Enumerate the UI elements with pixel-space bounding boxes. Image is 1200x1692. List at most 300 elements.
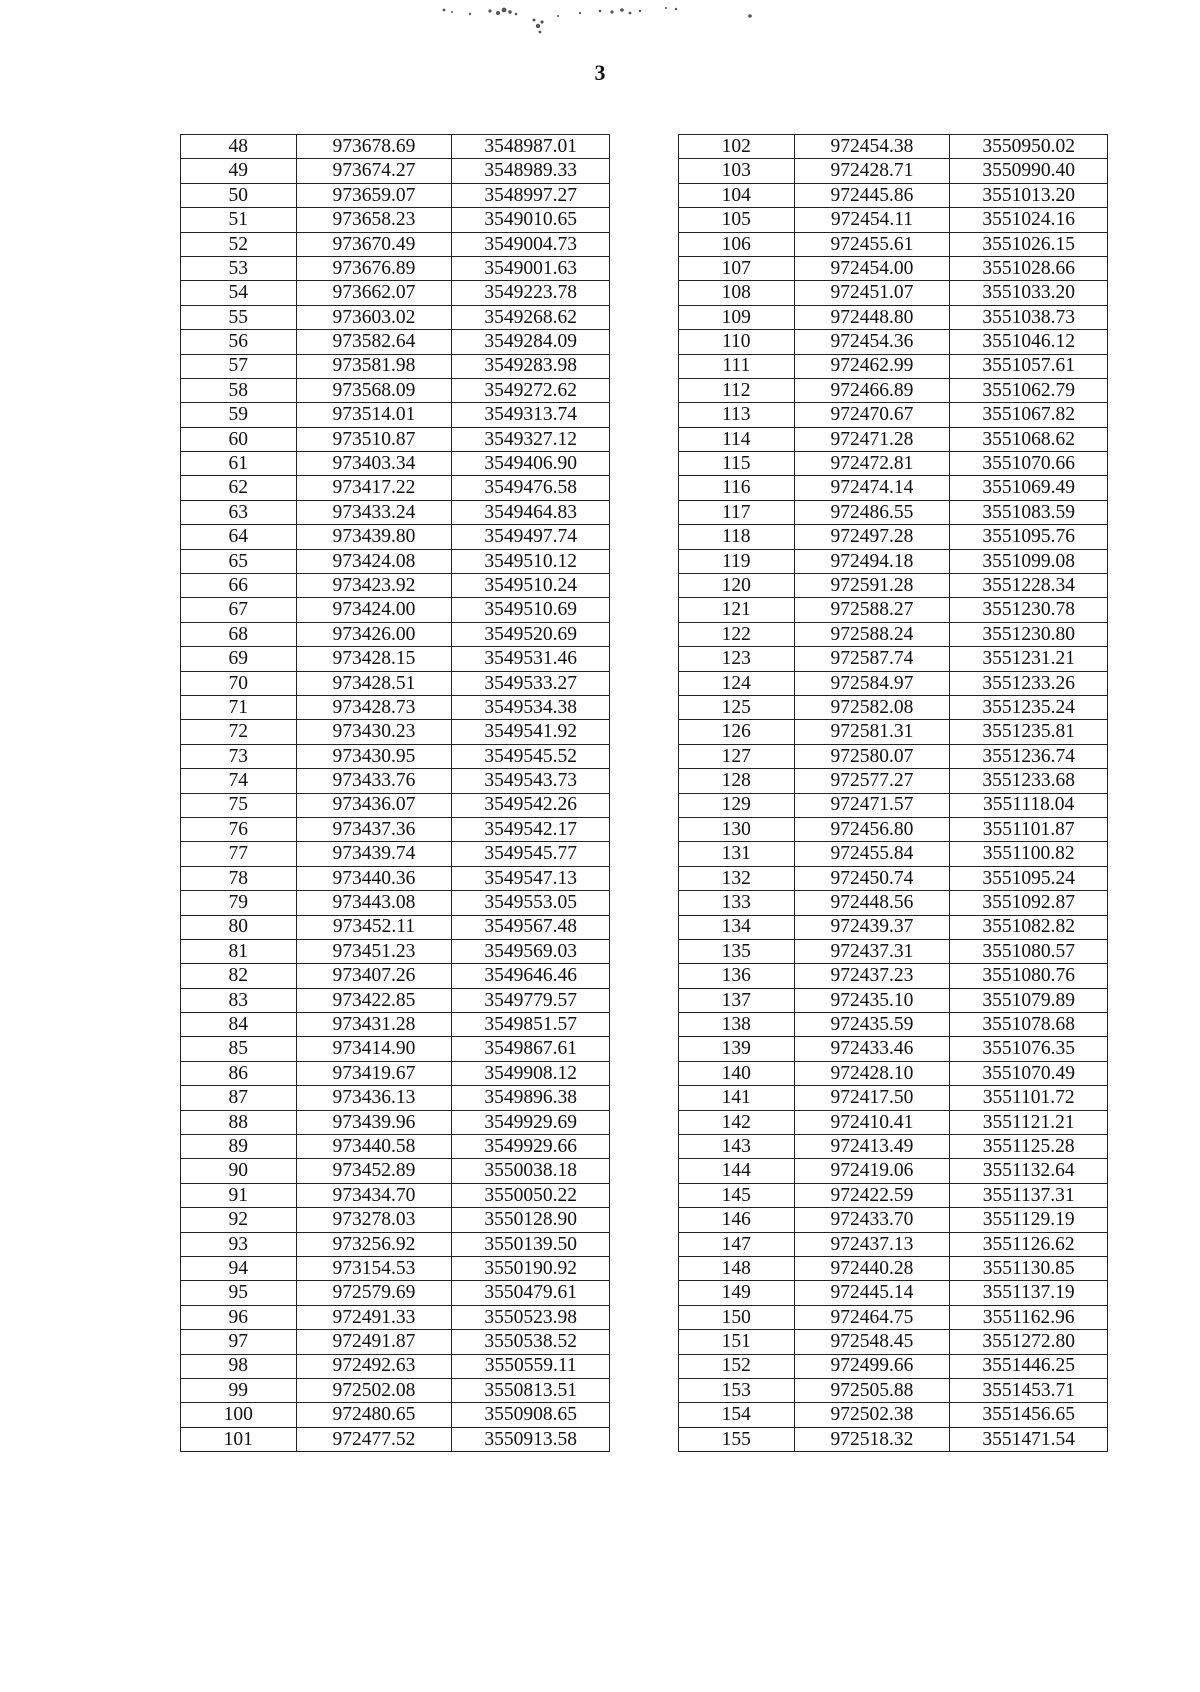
table-row (181, 1354, 610, 1378)
x-coordinate-cell: 972584.97 (794, 671, 950, 695)
point-number-cell: 92 (181, 1208, 297, 1232)
table-row (679, 1208, 1108, 1232)
table-row (679, 939, 1108, 963)
point-number-cell: 83 (181, 988, 297, 1012)
point-number-cell: 118 (679, 525, 795, 549)
y-coordinate-cell: 3551080.76 (950, 964, 1108, 988)
y-coordinate-cell: 3549520.69 (452, 622, 610, 646)
point-number-cell: 143 (679, 1135, 795, 1159)
point-number-cell: 126 (679, 720, 795, 744)
y-coordinate-cell: 3549223.78 (452, 281, 610, 305)
y-coordinate-cell: 3549541.92 (452, 720, 610, 744)
point-number-cell: 121 (679, 598, 795, 622)
point-number-cell: 105 (679, 208, 795, 232)
table-row (181, 817, 610, 841)
table-row (181, 476, 610, 500)
x-coordinate-cell: 972466.89 (794, 378, 950, 402)
point-number-cell: 69 (181, 647, 297, 671)
x-coordinate-cell: 973670.49 (296, 232, 452, 256)
point-number-cell: 66 (181, 574, 297, 598)
table-row (679, 1061, 1108, 1085)
table-row (181, 1305, 610, 1329)
table-row (679, 574, 1108, 598)
y-coordinate-cell: 3551162.96 (950, 1305, 1108, 1329)
y-coordinate-cell: 3551100.82 (950, 842, 1108, 866)
x-coordinate-cell: 973417.22 (296, 476, 452, 500)
coordinates-table-left-body (181, 135, 610, 1452)
point-number-cell: 103 (679, 159, 795, 183)
table-row (181, 891, 610, 915)
y-coordinate-cell: 3549545.52 (452, 744, 610, 768)
x-coordinate-cell: 972437.13 (794, 1232, 950, 1256)
x-coordinate-cell: 972580.07 (794, 744, 950, 768)
y-coordinate-cell: 3551132.64 (950, 1159, 1108, 1183)
table-row (679, 793, 1108, 817)
point-number-cell: 150 (679, 1305, 795, 1329)
x-coordinate-cell: 972591.28 (794, 574, 950, 598)
y-coordinate-cell: 3551235.81 (950, 720, 1108, 744)
x-coordinate-cell: 973452.89 (296, 1159, 452, 1183)
y-coordinate-cell: 3549497.74 (452, 525, 610, 549)
table-row (679, 1281, 1108, 1305)
point-number-cell: 134 (679, 915, 795, 939)
table-row (679, 866, 1108, 890)
table-row (181, 1427, 610, 1451)
point-number-cell: 127 (679, 744, 795, 768)
table-row (679, 354, 1108, 378)
point-number-cell: 136 (679, 964, 795, 988)
x-coordinate-cell: 972455.61 (794, 232, 950, 256)
table-row (181, 1330, 610, 1354)
y-coordinate-cell: 3551067.82 (950, 403, 1108, 427)
x-coordinate-cell: 972471.57 (794, 793, 950, 817)
point-number-cell: 154 (679, 1403, 795, 1427)
table-row (181, 866, 610, 890)
point-number-cell: 63 (181, 500, 297, 524)
table-row (181, 354, 610, 378)
y-coordinate-cell: 3551095.76 (950, 525, 1108, 549)
table-row (181, 378, 610, 402)
table-row (181, 1378, 610, 1402)
x-coordinate-cell: 973452.11 (296, 915, 452, 939)
x-coordinate-cell: 973431.28 (296, 1013, 452, 1037)
y-coordinate-cell: 3551126.62 (950, 1232, 1108, 1256)
x-coordinate-cell: 973278.03 (296, 1208, 452, 1232)
point-number-cell: 85 (181, 1037, 297, 1061)
x-coordinate-cell: 972502.08 (296, 1378, 452, 1402)
table-row (679, 1305, 1108, 1329)
point-number-cell: 125 (679, 695, 795, 719)
x-coordinate-cell: 973603.02 (296, 305, 452, 329)
y-coordinate-cell: 3549534.38 (452, 695, 610, 719)
x-coordinate-cell: 972472.81 (794, 452, 950, 476)
point-number-cell: 114 (679, 427, 795, 451)
x-coordinate-cell: 972433.46 (794, 1037, 950, 1061)
y-coordinate-cell: 3549284.09 (452, 330, 610, 354)
table-row (679, 1013, 1108, 1037)
x-coordinate-cell: 972491.87 (296, 1330, 452, 1354)
y-coordinate-cell: 3551125.28 (950, 1135, 1108, 1159)
x-coordinate-cell: 972548.45 (794, 1330, 950, 1354)
y-coordinate-cell: 3550190.92 (452, 1256, 610, 1280)
x-coordinate-cell: 972455.84 (794, 842, 950, 866)
table-row (181, 1256, 610, 1280)
y-coordinate-cell: 3549510.69 (452, 598, 610, 622)
y-coordinate-cell: 3551446.25 (950, 1354, 1108, 1378)
x-coordinate-cell: 972491.33 (296, 1305, 452, 1329)
table-row (679, 135, 1108, 159)
table-row (679, 1159, 1108, 1183)
x-coordinate-cell: 972437.23 (794, 964, 950, 988)
point-number-cell: 98 (181, 1354, 297, 1378)
y-coordinate-cell: 3551062.79 (950, 378, 1108, 402)
y-coordinate-cell: 3551228.34 (950, 574, 1108, 598)
x-coordinate-cell: 972505.88 (794, 1378, 950, 1402)
point-number-cell: 56 (181, 330, 297, 354)
y-coordinate-cell: 3549646.46 (452, 964, 610, 988)
x-coordinate-cell: 972454.36 (794, 330, 950, 354)
table-row (181, 647, 610, 671)
point-number-cell: 122 (679, 622, 795, 646)
table-row (679, 1330, 1108, 1354)
y-coordinate-cell: 3549010.65 (452, 208, 610, 232)
table-row (679, 281, 1108, 305)
x-coordinate-cell: 972419.06 (794, 1159, 950, 1183)
y-coordinate-cell: 3549327.12 (452, 427, 610, 451)
y-coordinate-cell: 3549543.73 (452, 769, 610, 793)
y-coordinate-cell: 3550908.65 (452, 1403, 610, 1427)
point-number-cell: 86 (181, 1061, 297, 1085)
y-coordinate-cell: 3551101.87 (950, 817, 1108, 841)
y-coordinate-cell: 3549313.74 (452, 403, 610, 427)
table-row (181, 769, 610, 793)
table-row (181, 1281, 610, 1305)
x-coordinate-cell: 972492.63 (296, 1354, 452, 1378)
table-row (181, 1232, 610, 1256)
point-number-cell: 108 (679, 281, 795, 305)
y-coordinate-cell: 3549476.58 (452, 476, 610, 500)
point-number-cell: 82 (181, 964, 297, 988)
point-number-cell: 81 (181, 939, 297, 963)
y-coordinate-cell: 3549510.12 (452, 549, 610, 573)
table-row (679, 891, 1108, 915)
y-coordinate-cell: 3549542.17 (452, 817, 610, 841)
point-number-cell: 87 (181, 1086, 297, 1110)
x-coordinate-cell: 973419.67 (296, 1061, 452, 1085)
point-number-cell: 140 (679, 1061, 795, 1085)
x-coordinate-cell: 973423.92 (296, 574, 452, 598)
table-row (679, 647, 1108, 671)
table-row (679, 695, 1108, 719)
table-row (679, 476, 1108, 500)
y-coordinate-cell: 3550128.90 (452, 1208, 610, 1232)
x-coordinate-cell: 973678.69 (296, 135, 452, 159)
table-row (679, 159, 1108, 183)
y-coordinate-cell: 3551101.72 (950, 1086, 1108, 1110)
table-row (181, 1013, 610, 1037)
y-coordinate-cell: 3549553.05 (452, 891, 610, 915)
y-coordinate-cell: 3551230.78 (950, 598, 1108, 622)
table-row (181, 183, 610, 207)
table-row (679, 1183, 1108, 1207)
y-coordinate-cell: 3550813.51 (452, 1378, 610, 1402)
table-row (181, 939, 610, 963)
table-row (181, 1183, 610, 1207)
y-coordinate-cell: 3551078.68 (950, 1013, 1108, 1037)
point-number-cell: 50 (181, 183, 297, 207)
x-coordinate-cell: 972435.10 (794, 988, 950, 1012)
x-coordinate-cell: 972440.28 (794, 1256, 950, 1280)
x-coordinate-cell: 972450.74 (794, 866, 950, 890)
y-coordinate-cell: 3551080.57 (950, 939, 1108, 963)
point-number-cell: 100 (181, 1403, 297, 1427)
table-row (181, 744, 610, 768)
y-coordinate-cell: 3551082.82 (950, 915, 1108, 939)
point-number-cell: 76 (181, 817, 297, 841)
y-coordinate-cell: 3549510.24 (452, 574, 610, 598)
y-coordinate-cell: 3551471.54 (950, 1427, 1108, 1451)
table-row (679, 452, 1108, 476)
x-coordinate-cell: 973424.08 (296, 549, 452, 573)
table-row (181, 793, 610, 817)
point-number-cell: 99 (181, 1378, 297, 1402)
y-coordinate-cell: 3549268.62 (452, 305, 610, 329)
table-row (181, 915, 610, 939)
y-coordinate-cell: 3549929.69 (452, 1110, 610, 1134)
x-coordinate-cell: 973451.23 (296, 939, 452, 963)
point-number-cell: 113 (679, 403, 795, 427)
x-coordinate-cell: 972587.74 (794, 647, 950, 671)
y-coordinate-cell: 3548987.01 (452, 135, 610, 159)
y-coordinate-cell: 3551076.35 (950, 1037, 1108, 1061)
page-number: 3 (594, 60, 606, 85)
y-coordinate-cell: 3551099.08 (950, 549, 1108, 573)
table-row (679, 817, 1108, 841)
table-row (679, 305, 1108, 329)
y-coordinate-cell: 3550559.11 (452, 1354, 610, 1378)
point-number-cell: 57 (181, 354, 297, 378)
x-coordinate-cell: 972448.56 (794, 891, 950, 915)
x-coordinate-cell: 973439.80 (296, 525, 452, 549)
point-number-cell: 123 (679, 647, 795, 671)
y-coordinate-cell: 3550913.58 (452, 1427, 610, 1451)
table-row (679, 1110, 1108, 1134)
table-row (181, 720, 610, 744)
y-coordinate-cell: 3551456.65 (950, 1403, 1108, 1427)
y-coordinate-cell: 3550523.98 (452, 1305, 610, 1329)
x-coordinate-cell: 972474.14 (794, 476, 950, 500)
x-coordinate-cell: 973581.98 (296, 354, 452, 378)
point-number-cell: 129 (679, 793, 795, 817)
table-row (181, 208, 610, 232)
point-number-cell: 79 (181, 891, 297, 915)
table-row (679, 1232, 1108, 1256)
point-number-cell: 71 (181, 695, 297, 719)
y-coordinate-cell: 3549569.03 (452, 939, 610, 963)
x-coordinate-cell: 973428.51 (296, 671, 452, 695)
point-number-cell: 144 (679, 1159, 795, 1183)
y-coordinate-cell: 3550038.18 (452, 1159, 610, 1183)
table-row (181, 305, 610, 329)
x-coordinate-cell: 972477.52 (296, 1427, 452, 1451)
x-coordinate-cell: 973407.26 (296, 964, 452, 988)
table-row (181, 1403, 610, 1427)
point-number-cell: 95 (181, 1281, 297, 1305)
point-number-cell: 142 (679, 1110, 795, 1134)
coordinates-table-right-body (679, 135, 1108, 1452)
point-number-cell: 153 (679, 1378, 795, 1402)
y-coordinate-cell: 3551130.85 (950, 1256, 1108, 1280)
x-coordinate-cell: 972410.41 (794, 1110, 950, 1134)
x-coordinate-cell: 973436.07 (296, 793, 452, 817)
y-coordinate-cell: 3551024.16 (950, 208, 1108, 232)
point-number-cell: 149 (679, 1281, 795, 1305)
point-number-cell: 110 (679, 330, 795, 354)
x-coordinate-cell: 973659.07 (296, 183, 452, 207)
x-coordinate-cell: 973403.34 (296, 452, 452, 476)
point-number-cell: 104 (679, 183, 795, 207)
table-row (679, 720, 1108, 744)
table-row (679, 915, 1108, 939)
x-coordinate-cell: 973676.89 (296, 256, 452, 280)
x-coordinate-cell: 973440.36 (296, 866, 452, 890)
table-row (679, 988, 1108, 1012)
point-number-cell: 135 (679, 939, 795, 963)
x-coordinate-cell: 972437.31 (794, 939, 950, 963)
x-coordinate-cell: 973510.87 (296, 427, 452, 451)
point-number-cell: 148 (679, 1256, 795, 1280)
point-number-cell: 117 (679, 500, 795, 524)
y-coordinate-cell: 3551046.12 (950, 330, 1108, 354)
y-coordinate-cell: 3551068.62 (950, 427, 1108, 451)
x-coordinate-cell: 972445.14 (794, 1281, 950, 1305)
point-number-cell: 128 (679, 769, 795, 793)
table-row (181, 598, 610, 622)
table-row (181, 574, 610, 598)
point-number-cell: 49 (181, 159, 297, 183)
point-number-cell: 112 (679, 378, 795, 402)
point-number-cell: 88 (181, 1110, 297, 1134)
scan-noise-mark (430, 0, 760, 40)
y-coordinate-cell: 3549867.61 (452, 1037, 610, 1061)
table-row (679, 1086, 1108, 1110)
point-number-cell: 61 (181, 452, 297, 476)
table-row (181, 1110, 610, 1134)
table-row (181, 427, 610, 451)
y-coordinate-cell: 3550990.40 (950, 159, 1108, 183)
point-number-cell: 102 (679, 135, 795, 159)
point-number-cell: 48 (181, 135, 297, 159)
x-coordinate-cell: 972582.08 (794, 695, 950, 719)
table-row (679, 1427, 1108, 1451)
x-coordinate-cell: 973674.27 (296, 159, 452, 183)
y-coordinate-cell: 3549272.62 (452, 378, 610, 402)
point-number-cell: 93 (181, 1232, 297, 1256)
x-coordinate-cell: 973154.53 (296, 1256, 452, 1280)
x-coordinate-cell: 973414.90 (296, 1037, 452, 1061)
x-coordinate-cell: 973443.08 (296, 891, 452, 915)
y-coordinate-cell: 3550950.02 (950, 135, 1108, 159)
table-row (679, 1354, 1108, 1378)
y-coordinate-cell: 3549464.83 (452, 500, 610, 524)
point-number-cell: 111 (679, 354, 795, 378)
table-row (679, 1037, 1108, 1061)
point-number-cell: 67 (181, 598, 297, 622)
point-number-cell: 94 (181, 1256, 297, 1280)
x-coordinate-cell: 973433.24 (296, 500, 452, 524)
point-number-cell: 89 (181, 1135, 297, 1159)
x-coordinate-cell: 973658.23 (296, 208, 452, 232)
y-coordinate-cell: 3551118.04 (950, 793, 1108, 817)
point-number-cell: 132 (679, 866, 795, 890)
x-coordinate-cell: 972588.24 (794, 622, 950, 646)
table-row (181, 330, 610, 354)
point-number-cell: 139 (679, 1037, 795, 1061)
point-number-cell: 147 (679, 1232, 795, 1256)
y-coordinate-cell: 3549406.90 (452, 452, 610, 476)
table-row (181, 403, 610, 427)
x-coordinate-cell: 972445.86 (794, 183, 950, 207)
y-coordinate-cell: 3551272.80 (950, 1330, 1108, 1354)
table-row (679, 208, 1108, 232)
y-coordinate-cell: 3549896.38 (452, 1086, 610, 1110)
point-number-cell: 77 (181, 842, 297, 866)
x-coordinate-cell: 973433.76 (296, 769, 452, 793)
table-row (679, 427, 1108, 451)
x-coordinate-cell: 973424.00 (296, 598, 452, 622)
y-coordinate-cell: 3549567.48 (452, 915, 610, 939)
x-coordinate-cell: 973434.70 (296, 1183, 452, 1207)
y-coordinate-cell: 3551121.21 (950, 1110, 1108, 1134)
point-number-cell: 80 (181, 915, 297, 939)
x-coordinate-cell: 972577.27 (794, 769, 950, 793)
x-coordinate-cell: 973436.13 (296, 1086, 452, 1110)
y-coordinate-cell: 3549001.63 (452, 256, 610, 280)
table-row (679, 378, 1108, 402)
y-coordinate-cell: 3551079.89 (950, 988, 1108, 1012)
y-coordinate-cell: 3551236.74 (950, 744, 1108, 768)
y-coordinate-cell: 3551013.20 (950, 183, 1108, 207)
x-coordinate-cell: 973430.95 (296, 744, 452, 768)
table-row (181, 988, 610, 1012)
point-number-cell: 152 (679, 1354, 795, 1378)
x-coordinate-cell: 972413.49 (794, 1135, 950, 1159)
point-number-cell: 90 (181, 1159, 297, 1183)
table-row (679, 769, 1108, 793)
point-number-cell: 68 (181, 622, 297, 646)
x-coordinate-cell: 973440.58 (296, 1135, 452, 1159)
point-number-cell: 115 (679, 452, 795, 476)
point-number-cell: 72 (181, 720, 297, 744)
table-row (181, 1086, 610, 1110)
y-coordinate-cell: 3551070.49 (950, 1061, 1108, 1085)
y-coordinate-cell: 3551235.24 (950, 695, 1108, 719)
y-coordinate-cell: 3551033.20 (950, 281, 1108, 305)
y-coordinate-cell: 3549004.73 (452, 232, 610, 256)
table-row (181, 622, 610, 646)
x-coordinate-cell: 972428.71 (794, 159, 950, 183)
x-coordinate-cell: 972454.11 (794, 208, 950, 232)
y-coordinate-cell: 3550139.50 (452, 1232, 610, 1256)
y-coordinate-cell: 3551233.26 (950, 671, 1108, 695)
point-number-cell: 53 (181, 256, 297, 280)
table-row (679, 549, 1108, 573)
y-coordinate-cell: 3551026.15 (950, 232, 1108, 256)
y-coordinate-cell: 3551230.80 (950, 622, 1108, 646)
point-number-cell: 124 (679, 671, 795, 695)
x-coordinate-cell: 973428.15 (296, 647, 452, 671)
table-row (679, 842, 1108, 866)
